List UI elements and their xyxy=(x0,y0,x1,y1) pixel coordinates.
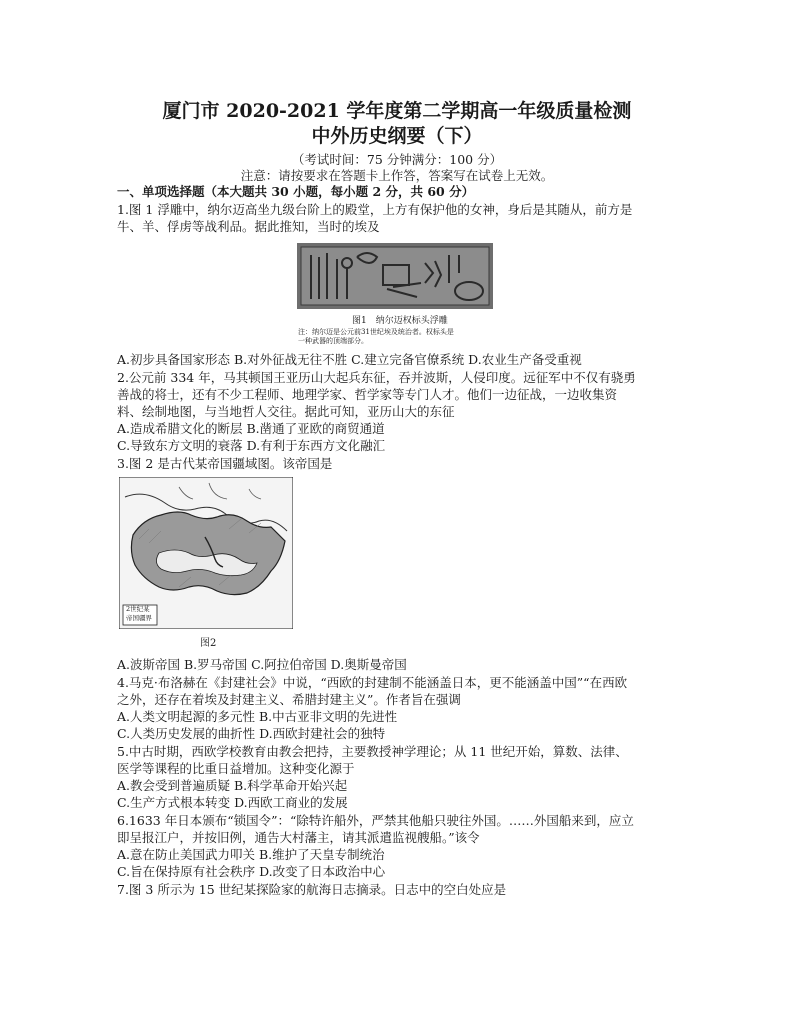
exam-subtitle: 中外历史纲要（下） xyxy=(311,125,483,147)
figure1-note-2: 一种武器的顶端部分。 xyxy=(298,337,368,345)
q2-line1: 2.公元前 334 年，马其顿国王亚历山大起兵东征，吞并波斯，人侵印度。远征军中不仅有骁勇 xyxy=(117,370,636,385)
figure2-caption: 图2 xyxy=(200,638,217,649)
q1-line1: 1.图 1 浮雕中，纳尔迈高坐九级台阶上的殿堂，上方有保护他的女神，身后是其随从，前方是 xyxy=(117,202,633,217)
q4-line2: 之外，还存在着埃及封建主义、希腊封建主义”。作者旨在强调 xyxy=(117,692,461,707)
q1-line2: 牛、羊、俘虏等战利品。据此推知，当时的埃及 xyxy=(117,219,380,234)
section-heading: 一、单项选择题（本大题共 30 小题，每小题 2 分，共 60 分） xyxy=(117,184,475,199)
q1-options: A.初步具备国家形态 B.对外征战无往不胜 C.建立完备官僚系统 D.农业生产备受重视 xyxy=(117,352,582,367)
q2-options-2: C.导致东方文明的衰落 D.有利于东西方文化融汇 xyxy=(117,438,386,453)
figure1-note-1: 注：纳尔迈是公元前31世纪埃及统治者。权标头是 xyxy=(298,328,454,336)
q5-line1: 5.中古时期，西欧学校教育由教会把持，主要教授神学理论；从 11 世纪开始，算数、法律、 xyxy=(117,744,628,759)
q2-options-1: A.造成希腊文化的断层 B.凿通了亚欧的商贸通道 xyxy=(117,421,385,436)
narmer-relief-figure xyxy=(297,243,493,309)
q4-options-2: C.人类历史发展的曲折性 D.西欧封建社会的独特 xyxy=(117,726,386,741)
map-legend-line1: 2世纪某 xyxy=(126,605,150,613)
q6-line1: 6.1633 年日本颁布“锁国令”：“除特许船外，严禁其他船只驶往外国。……外国船来到，应立 xyxy=(117,813,634,828)
q6-options-1: A.意在防止美国武力叩关 B.维护了天皇专制统治 xyxy=(117,847,385,862)
q3-options: A.波斯帝国 B.罗马帝国 C.阿拉伯帝国 D.奥斯曼帝国 xyxy=(117,657,407,672)
q3-line1: 3.图 2 是古代某帝国疆域图。该帝国是 xyxy=(117,456,333,471)
q4-line1: 4.马克·布洛赫在《封建社会》中说，“西欧的封建制不能涵盖日本，更不能涵盖中国”“在西欧 xyxy=(117,675,628,690)
exam-notice: 注意：请按要求在答题卡上作答，答案写在试卷上无效。 xyxy=(240,168,554,183)
q4-options-1: A.人类文明起源的多元性 B.中古亚非文明的先进性 xyxy=(117,709,398,724)
q6-line2: 即呈报江户，并按旧例，通告大村藩主，请其派遣监视艘船。”该令 xyxy=(117,830,480,845)
exam-title: 厦门市 2020-2021 学年度第二学期高一年级质量检测 xyxy=(162,100,632,122)
q2-line2: 善战的将士，还有不少工程师、地理学家、哲学家等专门人才。他们一边征战，一边收集资 xyxy=(117,387,618,402)
q2-line3: 料、绘制地图，与当地哲人交往。据此可知，亚历山大的东征 xyxy=(117,404,455,419)
figure1-caption: 图1 纳尔迈权标头浮雕 xyxy=(352,316,448,326)
q7-line1: 7.图 3 所示为 15 世纪某探险家的航海日志摘录。日志中的空白处应是 xyxy=(117,882,507,897)
q5-options-1: A.教会受到普遍质疑 B.科学革命开始兴起 xyxy=(117,778,348,793)
q6-options-2: C.旨在保持原有社会秩序 D.改变了日本政治中心 xyxy=(117,864,386,879)
q5-options-2: C.生产方式根本转变 D.西欧工商业的发展 xyxy=(117,795,348,810)
q5-line2: 医学等课程的比重日益增加。这种变化源于 xyxy=(117,761,355,776)
map-legend-line2: 帝国疆界 xyxy=(126,614,152,622)
exam-info: （考试时间：75 分钟满分：100 分） xyxy=(291,152,503,167)
